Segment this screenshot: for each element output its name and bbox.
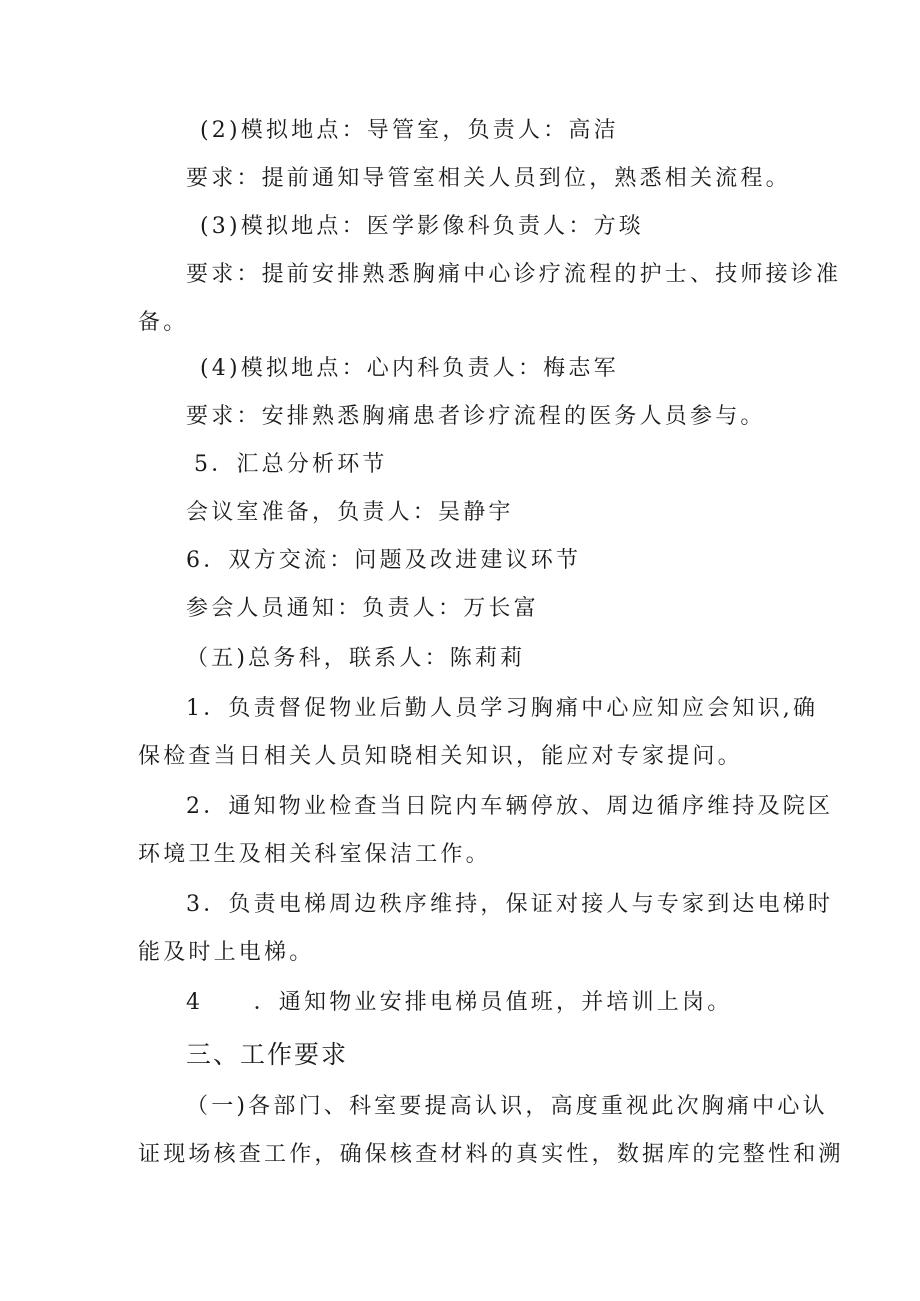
- paragraph-line: 会议室准备，负责人：吴静宇: [186, 500, 514, 525]
- paragraph-line: 要求：提前安排熟悉胸痛中心诊疗流程的护士、技师接诊准: [186, 262, 842, 287]
- paragraph-line: 环境卫生及相关科室保洁工作。: [138, 842, 491, 867]
- paragraph-line: 参会人员通知：负责人：万长富: [186, 596, 539, 621]
- paragraph-line: 2．通知物业检查当日院内车辆停放、周边循序维持及院区: [186, 794, 834, 819]
- paragraph-line: 保检查当日相关人员知晓相关知识，能应对专家提问。: [138, 744, 743, 769]
- paragraph-line: 证现场核查工作，确保核查材料的真实性，数据库的完整性和溯: [138, 1142, 844, 1167]
- list-item-heading: 6．双方交流：问题及改进建议环节: [186, 548, 582, 573]
- paragraph-line: (3)模拟地点：医学影像科负责人：方琰: [200, 214, 644, 239]
- paragraph-line: 4 ．通知物业安排电梯员值班，并培训上岗。: [186, 990, 733, 1015]
- paragraph-line: (2)模拟地点：导管室，负责人：高洁: [200, 118, 619, 143]
- paragraph-line: 备。: [138, 310, 189, 335]
- paragraph-line: (4)模拟地点：心内科负责人：梅志军: [200, 356, 619, 381]
- paragraph-line: 要求：安排熟悉胸痛患者诊疗流程的医务人员参与。: [186, 404, 766, 429]
- paragraph-line: 要求：提前通知导管室相关人员到位，熟悉相关流程。: [186, 166, 791, 191]
- paragraph-line: 3．负责电梯周边秩序维持，保证对接人与专家到达电梯时: [186, 892, 834, 917]
- section-subheading: （五)总务科，联系人：陈莉莉: [186, 646, 526, 671]
- paragraph-line: 1．负责督促物业后勤人员学习胸痛中心应知应会知识,确: [186, 696, 819, 721]
- paragraph-line: 能及时上电梯。: [138, 940, 315, 965]
- list-item-heading: 5．汇总分析环节: [194, 452, 388, 477]
- section-heading: 三、工作要求: [186, 1040, 349, 1069]
- paragraph-line: （一)各部门、科室要提高认识，高度重视此次胸痛中心认: [186, 1094, 828, 1119]
